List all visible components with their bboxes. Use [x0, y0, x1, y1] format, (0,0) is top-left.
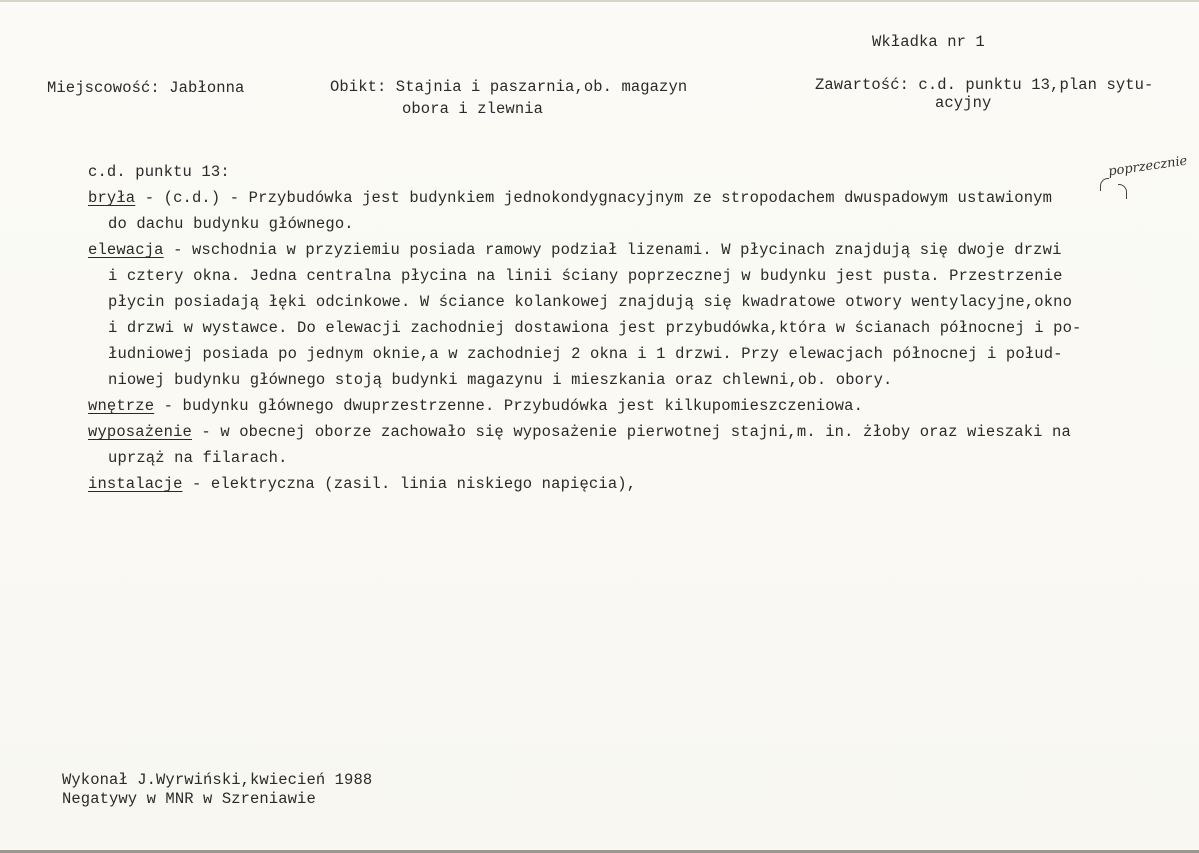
content-line-2: acyjny [935, 94, 992, 112]
term-wyposazenie: wyposażenie [88, 423, 192, 441]
term-instalacje: instalacje [88, 475, 183, 493]
insert-number: Wkładka nr 1 [872, 33, 985, 51]
elewacja-line-2: i cztery okna. Jedna centralna płycina na linii ściany poprzecznej w budynku jest pusta. Przestrzenie [108, 267, 1063, 285]
term-elewacja: elewacja [88, 241, 164, 259]
elewacja-line-6: niowej budynku głównego stoją budynki magazynu i mieszkania oraz chlewni,ob. obory. [108, 371, 893, 389]
object-line-2: obora i zlewnia [402, 100, 544, 118]
wnetrze-text-1: - budynku głównego dwuprzestrzenne. Przybudówka jest kilkupomieszczeniowa. [154, 397, 864, 415]
bryla-line-2: do dachu budynku głównego. [108, 215, 354, 233]
handwritten-bracket-left [1100, 178, 1109, 191]
instalacje-line-1 [88, 471, 636, 497]
elewacja-line-3: płycin posiadają łęki odcinkowe. W ściance kolankowej znajdują się kwadratowe otwory wentylacyjne,okno [108, 293, 1073, 311]
footer-negatives: Negatywy w MNR w Szreniawie [62, 790, 316, 808]
term-bryla: bryła [88, 189, 136, 207]
footer-author: Wykonał J.Wyrwiński,kwiecień 1988 [62, 771, 373, 789]
wyposazenie-line-2: uprząż na filarach. [108, 449, 288, 467]
object-line-1: Obikt: Stajnia i paszarnia,ob. magazyn [330, 78, 688, 96]
elewacja-line-1 [88, 237, 1062, 263]
wyposazenie-line-1 [88, 419, 1071, 445]
bryla-text-1: - (c.d.) - Przybudówka jest budynkiem jednokondygnacyjnym ze stropodachem dwuspadowym ustawionym [135, 189, 1053, 207]
bryla-line-1 [88, 185, 1052, 211]
handwritten-bracket-right [1118, 184, 1127, 199]
wyposazenie-text-1: - w obecnej oborze zachowało się wyposażenie pierwotnej stajni,m. in. żłoby oraz wieszaki na [191, 423, 1071, 441]
elewacja-line-5: łudniowej posiada po jednym oknie,a w zachodniej 2 okna i 1 drzwi. Przy elewacjach północnej i połud- [108, 345, 1063, 363]
elewacja-text-1: - wschodnia w przyziemiu posiada ramowy podział lizenami. W płycinach znajdują się dwoje drzwi [163, 241, 1062, 259]
elewacja-line-4: i drzwi w wystawce. Do elewacji zachodniej dostawiona jest przybudówka,która w ścianach północnej i po- [108, 319, 1082, 337]
handwritten-note: poprzecznie [1107, 153, 1189, 180]
instalacje-text-1: - elektryczna (zasil. linia niskiego napięcia), [182, 475, 637, 493]
section-heading: c.d. punktu 13: [88, 163, 230, 181]
place-label: Miejscowość: Jabłonna [47, 79, 245, 97]
wnetrze-line-1 [88, 393, 863, 419]
content-line-1: Zawartość: c.d. punktu 13,plan sytu- [815, 76, 1154, 94]
term-wnetrze: wnętrze [88, 397, 155, 415]
